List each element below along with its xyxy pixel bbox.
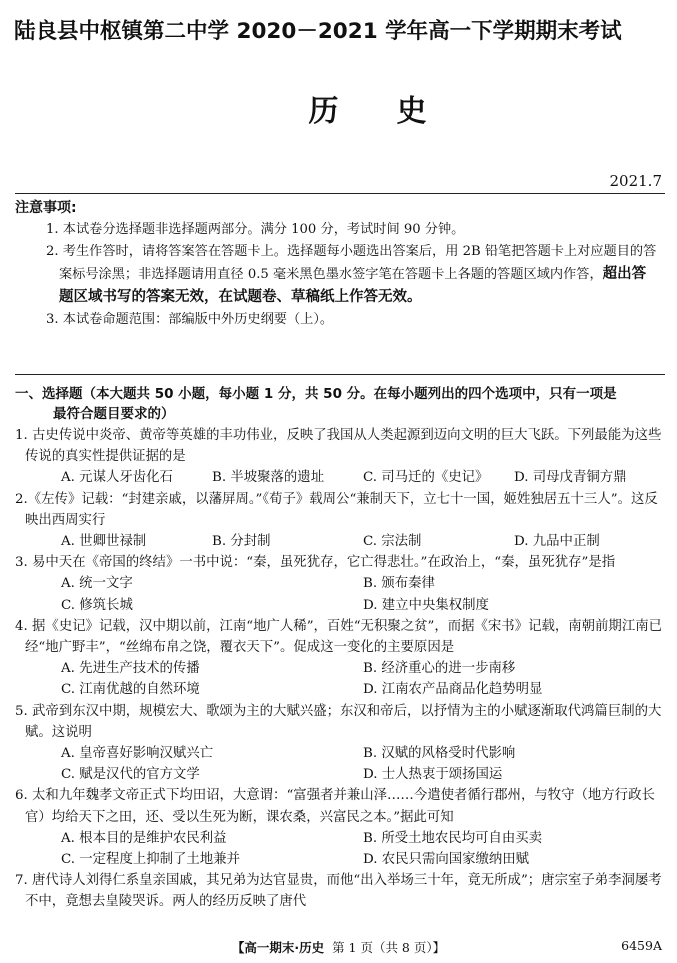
question-item (15, 870, 665, 912)
footer-tag: 【高一期末·历史 (231, 940, 325, 955)
header-divider (15, 193, 665, 194)
question-stem: 5. 武帝到东汉中期，规模宏大、歌颂为主的大赋兴盛；东汉和帝后，以抒情为主的小赋逐渐取代鸿篇巨制的大赋。这说明 (15, 703, 662, 740)
section-heading-line1: 一、选择题（本大题共 50 小题，每小题 1 分，共 50 分。在每小题列出的四个选项中，只有一项是 (15, 386, 617, 402)
notice-item-1: 1. 本试卷分选择题非选择题两部分。满分 100 分，考试时间 90 分钟。 (46, 222, 465, 237)
option-d: D. 农民只需向国家缴纳田赋 (363, 852, 530, 868)
option-c: C. 赋是汉代的官方文学 (61, 767, 200, 783)
notice-divider (15, 374, 665, 375)
option-d: D. 江南农产品商品化趋势明显 (363, 682, 543, 698)
option-a: A. 根本目的是维护农民利益 (61, 830, 227, 846)
option-b: B. 经济重心的进一步南移 (363, 661, 516, 677)
option-b: B. 汉赋的风格受时代影响 (363, 746, 516, 762)
question-stem: 6. 太和九年魏孝文帝正式下均田诏，大意谓：“富强者并兼山泽……今遣使者循行郡州，与牧守（地方行政长官）均给天下之田，还、受以生死为断，课农桑，兴富民之本。”据此可知 (15, 788, 655, 825)
question-options (15, 531, 665, 552)
question-item (15, 785, 665, 870)
exam-title: 陆良县中枢镇第二中学 2020－2021 学年高一下学期期末考试 (14, 19, 622, 44)
section-heading (15, 384, 665, 424)
option-d: D. 士人热衷于颂扬国运 (363, 767, 503, 783)
option-a: A. 先进生产技术的传播 (61, 661, 200, 677)
notice-item-2-warning: 超出答题区域书写的答案无效，在试题卷、草稿纸上作答无效。 (59, 266, 647, 305)
option-b: B. 颁布秦律 (363, 576, 435, 592)
option-b: B. 分封制 (212, 534, 271, 550)
question-options (15, 828, 665, 870)
option-c: C. 修筑长城 (61, 597, 133, 613)
exam-date: 2021.7 (609, 172, 662, 190)
question-stem: 1. 古史传说中炎帝、黄帝等英雄的丰功伟业，反映了我国从人类起源到迈向文明的巨大飞跃。下列最能为这些传说的真实性提供证据的是 (15, 428, 662, 465)
question-options (15, 743, 665, 785)
option-a: A. 皇帝喜好影响汉赋兴亡 (61, 746, 214, 762)
option-a: A. 元谋人牙齿化石 (61, 470, 173, 486)
question-options (15, 467, 665, 488)
option-a: A. 世卿世禄制 (61, 534, 147, 550)
notice-item-3: 3. 本试卷命题范围：部编版中外历史纲要（上）。 (46, 312, 334, 327)
question-options (15, 658, 665, 700)
option-b: B. 所受土地农民均可自由买卖 (363, 830, 543, 846)
footer-page-number: 第 1 页（共 8 页）】 (332, 940, 446, 955)
option-c: C. 江南优越的自然环境 (61, 682, 200, 698)
question-item (15, 425, 665, 489)
question-options (15, 573, 665, 615)
option-c: C. 宗法制 (363, 534, 422, 550)
option-b: B. 半坡聚落的遗址 (212, 470, 325, 486)
notice-title: 注意事项: (15, 200, 77, 216)
option-d: D. 九品中正制 (514, 534, 600, 550)
section-heading-line2: 最符合题目要求的） (53, 406, 175, 422)
question-stem: 7. 唐代诗人刘得仁系皇亲国戚，其兄弟为达官显贵，而他“出入举场三十年，竟无所成”；唐宗室子弟李洞屡考不中，竟想去皇陵哭诉。两人的经历反映了唐代 (15, 873, 662, 910)
subject-title: 历史 (308, 94, 485, 129)
notice-item-2-text: 2. 考生作答时，请将答案答在答题卡上。选择题每小题选出答案后，用 2B 铅笔把答题卡上对应题目的答案标号涂黑；非选择题请用直径 0.5 毫米黑色墨水签字笔在答题卡上各题的答题区域内作答， (46, 244, 657, 282)
question-stem: 3. 易中天在《帝国的终结》一书中说：“秦，虽死犹存，它亡得悲壮。”在政治上，“秦，虽死犹存”是指 (15, 555, 616, 571)
option-d: D. 司母戊青铜方鼎 (514, 470, 627, 486)
question-item (15, 701, 665, 786)
question-item (15, 552, 665, 616)
question-item (15, 616, 665, 701)
notice-item-2 (15, 241, 660, 309)
option-a: A. 统一文字 (61, 576, 133, 592)
page-footer (0, 938, 677, 956)
option-d: D. 建立中央集权制度 (363, 597, 489, 613)
paper-code: 6459A (621, 938, 662, 953)
question-list (15, 425, 665, 913)
notice-block (15, 197, 660, 331)
question-item (15, 489, 665, 553)
option-c: C. 一定程度上抑制了土地兼并 (61, 852, 240, 868)
option-c: C. 司马迁的《史记》 (363, 470, 489, 486)
question-stem: 2.《左传》记载：“封建亲戚，以藩屏周。”《荀子》载周公“兼制天下，立七十一国，姬姓独居五十三人”。这反映出西周实行 (15, 491, 658, 528)
question-stem: 4. 据《史记》记载，汉中期以前，江南“地广人稀”，百姓“无积聚之贫”，而据《宋书》记载，南朝前期江南已经“地广野丰”，“丝绵布帛之饶，覆衣天下”。促成这一变化的主要原因是 (15, 618, 662, 656)
